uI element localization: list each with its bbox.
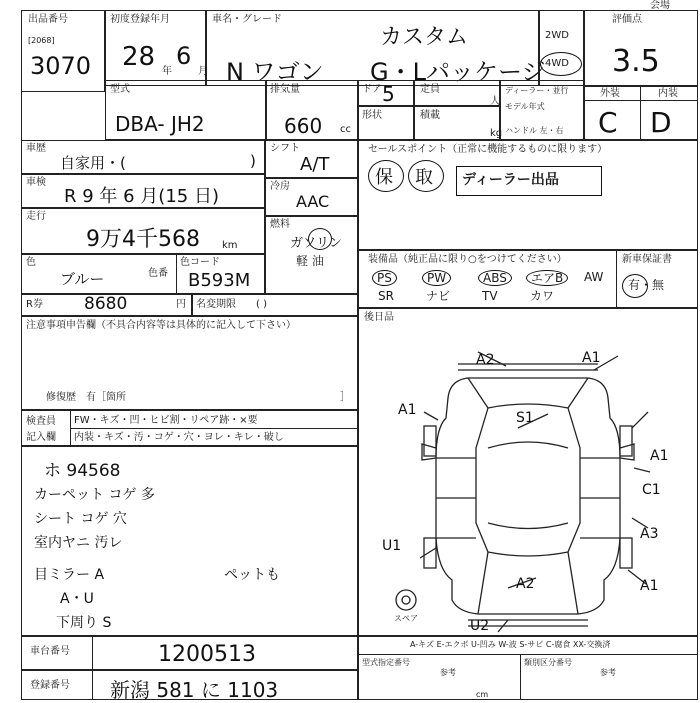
lot-sub: [2068] [28, 36, 55, 45]
ref-2: 参考 [600, 668, 616, 677]
lot-number: 3070 [30, 52, 92, 80]
lot-label: 出品番号 [28, 14, 68, 25]
equipment-item-エアb: エアB [526, 270, 568, 286]
chassis-label: 車台番号 [30, 646, 70, 657]
damage-mark-3: A1 [398, 402, 417, 418]
year-unit: 年 [162, 66, 172, 77]
first-reg-year: 28 [122, 42, 156, 72]
damage-mark-2: A1 [582, 350, 601, 366]
cm-unit: cm [476, 690, 489, 699]
km-unit: km [222, 240, 238, 251]
model-value: DBA- JH2 [115, 112, 205, 136]
repair-label: 修復歴 有［箇所 [46, 392, 126, 403]
first-reg-label: 初度登録年月 [110, 14, 170, 25]
damage-mark-7: A3 [640, 526, 659, 542]
color-label: 色 [26, 257, 36, 268]
inspector-note-right: ペットも [224, 567, 280, 583]
doors-label: ドア [362, 84, 382, 95]
use-row [21, 140, 265, 174]
shift-label: シフト [270, 143, 300, 154]
inspector-label-2: 記入欄 [26, 432, 56, 443]
equipment-item-8: TV [482, 289, 498, 303]
ext-label: 外装 [600, 88, 620, 99]
ac-value: AAC [296, 192, 330, 211]
dealer-stamp: ディーラー出品 [462, 172, 559, 188]
grade-top: カスタム [380, 25, 469, 50]
ref-1: 参考 [440, 668, 456, 677]
chassis-value: 1200513 [158, 642, 256, 667]
spec-ref-label: 型式指定番号 [362, 658, 410, 667]
score-label: 評価点 [612, 14, 642, 25]
recycle-yen: 円 [176, 299, 186, 310]
mileage-value: 9万4千568 [86, 227, 200, 252]
drive-2wd: 2WD [545, 30, 569, 41]
int-label: 内装 [658, 88, 678, 99]
recycle-label: R券 [26, 299, 43, 310]
diagram-label: 後日品 [364, 312, 394, 323]
damage-mark-4: S1 [516, 410, 534, 426]
damage-mark-9: A2 [516, 576, 535, 592]
drive-4wd: 4WD [545, 58, 569, 69]
fuel-circle [308, 228, 332, 250]
legend-text: A-キズ E-エクボ U-凹み W-波 S-サビ C-腐食 XX-交換済 [410, 640, 611, 649]
int-grade: D [650, 106, 672, 139]
top-right-mark: 会場 [650, 0, 670, 11]
capacity-label: 定員 [420, 84, 440, 95]
handle-label: ハンドル 左・右 [505, 126, 564, 135]
spare-label: スペア [394, 614, 418, 623]
use-value: 自家用・( [60, 154, 126, 172]
damage-mark-5: A1 [650, 448, 669, 464]
load-label: 積載 [420, 110, 440, 121]
fuel-diesel: 軽 油 [296, 254, 324, 268]
color-code: B593M [188, 270, 251, 291]
damage-mark-1: A2 [476, 352, 495, 368]
disp-unit: cc [340, 124, 351, 135]
sales-label: セールスポイント（正常に機能するものに限ります） [368, 144, 608, 155]
grade: G・Lパッケージ [370, 58, 546, 86]
shift-value: A/T [300, 154, 330, 175]
notes-label: 注意事項申告欄（不具合内容等は具体的に記入して下さい） [26, 320, 296, 331]
name-change-value: ( ) [256, 299, 267, 310]
new-car-label: 新車保証書 [622, 254, 672, 265]
inspector-note-5: 目ミラー A [34, 567, 105, 583]
stamp-2-text: 取 [415, 167, 433, 188]
class-label: 類別区分番号 [524, 658, 572, 667]
color-value: ブルー [60, 270, 105, 288]
equipment-item-pw: PW [422, 270, 451, 286]
disp-label: 排気量 [270, 84, 300, 95]
equipment-item-6: SR [378, 289, 394, 303]
ext-grade: C [598, 106, 618, 139]
inspector-note-1: ホ 94568 [44, 461, 121, 481]
stamp-1-text: 保 [375, 167, 393, 188]
equipment-item-7: ナビ [426, 289, 451, 303]
reg-value: 新潟 581 に 1103 [110, 678, 279, 702]
warranty-value: 有・無 [628, 278, 665, 292]
inspector-note-7: 下周り S [56, 615, 112, 631]
inspector-note-3: シート コゲ 穴 [34, 511, 127, 527]
repair-close: ］ [340, 392, 350, 403]
equipment-item-ps: PS [372, 270, 397, 286]
inspector-note-6: A・U [60, 591, 94, 607]
dealer-label: ディーラー・並行 [505, 86, 569, 95]
inspector-note-2: カーペット コゲ 多 [34, 487, 155, 503]
use-label: 車歴 [26, 143, 46, 154]
shape-label: 形状 [362, 110, 382, 121]
reg-label: 登録番号 [30, 680, 70, 691]
damage-mark-11: U2 [470, 618, 490, 634]
mileage-label: 走行 [26, 211, 46, 222]
load-unit: kg [490, 128, 503, 139]
ac-label: 冷房 [270, 181, 290, 192]
doors-value: 5 [382, 82, 395, 106]
inspector-label-1: 検査員 [26, 416, 56, 427]
equipment-label: 装備品（純正品に限り○をつけてください） [368, 254, 567, 265]
inspector-row-1: FW・キズ・凹・ヒビ割・リペア跡・×要 [74, 415, 258, 426]
damage-mark-8: U1 [382, 538, 402, 554]
shaken-label: 車検 [26, 177, 46, 188]
equipment-item-9: カワ [530, 289, 555, 303]
fuel-value: ガソリン [290, 236, 343, 251]
model-label: 型式 [110, 84, 130, 95]
color-no-label: 色番 [148, 268, 168, 279]
first-reg-month: 6 [176, 42, 192, 70]
month-unit: 月 [198, 66, 208, 77]
score-value: 3.5 [612, 44, 660, 79]
model-year-label: モデル年式 [505, 102, 545, 111]
disp-value: 660 [284, 114, 323, 138]
car-name-label: 車名・グレード [212, 14, 282, 25]
fuel-label: 燃料 [270, 219, 290, 230]
use-close: ) [250, 152, 256, 170]
color-code-label: 色コード [180, 257, 220, 268]
car-name: N ワゴン [226, 58, 324, 86]
inspector-row-2: 内装・キズ・汚・コゲ・穴・ヨレ・キレ・破し [74, 432, 284, 443]
damage-mark-6: C1 [642, 482, 661, 498]
equipment-item-aw: AW [584, 270, 604, 284]
equipment-item-abs: ABS [478, 270, 512, 286]
inspector-note-4: 室内ヤニ 汚レ [34, 535, 123, 551]
name-change-label: 名変期限 [196, 299, 236, 310]
recycle-value: 8680 [84, 294, 128, 314]
damage-mark-10: A1 [640, 578, 659, 594]
warranty-circle [622, 274, 648, 298]
shaken-value: R 9 年 6 月(15 日) [64, 186, 219, 207]
capacity-unit: 人 [490, 96, 500, 107]
